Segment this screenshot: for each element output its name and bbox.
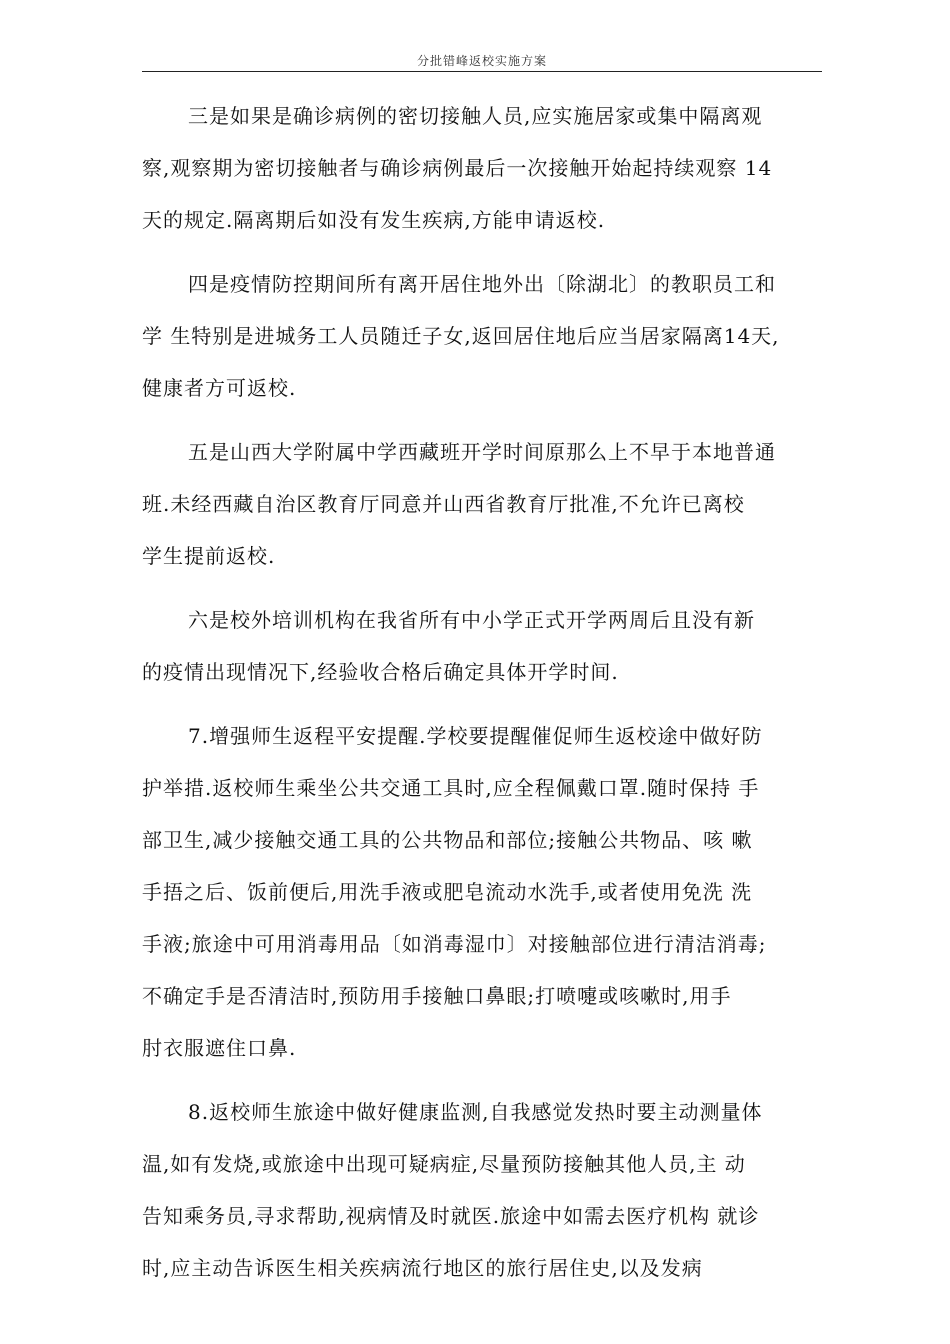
text-line: 学 生特别是进城务工人员随迁子女,返回居住地后应当居家隔离14天, xyxy=(142,324,780,348)
text-line: 8.返校师生旅途中做好健康监测,自我感觉发热时要主动测量体 xyxy=(188,1100,763,1124)
header-divider xyxy=(142,71,822,72)
text-line: 手液;旅途中可用消毒用品〔如消毒湿巾〕对接触部位进行清洁消毒; xyxy=(142,932,767,956)
text-line: 察,观察期为密切接触者与确诊病例最后一次接触开始起持续观察 14 xyxy=(142,156,773,180)
text-line: 四是疫情防控期间所有离开居住地外出〔除湖北〕的教职员工和 xyxy=(188,272,776,296)
text-line: 的疫情出现情况下,经验收合格后确定具体开学时间. xyxy=(142,660,619,684)
text-line: 7.增强师生返程平安提醒.学校要提醒催促师生返校途中做好防 xyxy=(188,724,763,748)
paragraph-7 xyxy=(142,716,832,1080)
text-line: 六是校外培训机构在我省所有中小学正式开学两周后且没有新 xyxy=(188,608,755,632)
paragraph-5 xyxy=(142,432,832,588)
text-line: 时,应主动告诉医生相关疾病流行地区的旅行居住史,以及发病 xyxy=(142,1256,703,1280)
text-line: 五是山西大学附属中学西藏班开学时间原那么上不早于本地普通 xyxy=(188,440,776,464)
text-line: 三是如果是确诊病例的密切接触人员,应实施居家或集中隔离观 xyxy=(188,104,763,128)
text-line: 告知乘务员,寻求帮助,视病情及时就医.旅途中如需去医疗机构 就诊 xyxy=(142,1204,760,1228)
text-line: 部卫生,减少接触交通工具的公共物品和部位;接触公共物品、咳 嗽 xyxy=(142,828,753,852)
text-line: 天的规定.隔离期后如没有发生疾病,方能申请返校. xyxy=(142,208,606,232)
text-line: 肘衣服遮住口鼻. xyxy=(142,1036,297,1060)
text-line: 健康者方可返校. xyxy=(142,376,297,400)
text-line: 护举措.返校师生乘坐公共交通工具时,应全程佩戴口罩.随时保持 手 xyxy=(142,776,760,800)
paragraph-4 xyxy=(142,264,832,420)
text-line: 学生提前返校. xyxy=(142,544,276,568)
paragraph-8 xyxy=(142,1092,832,1300)
text-line: 手捂之后、饭前便后,用洗手液或肥皂流动水洗手,或者使用免洗 洗 xyxy=(142,880,753,904)
paragraph-3 xyxy=(142,96,832,252)
text-line: 温,如有发烧,或旅途中出现可疑病症,尽量预防接触其他人员,主 动 xyxy=(142,1152,746,1176)
text-line: 班.未经西藏自治区教育厅同意并山西省教育厅批准,不允许已离校 xyxy=(142,492,745,516)
paragraph-6 xyxy=(142,600,832,704)
document-body xyxy=(142,96,832,1300)
text-line: 不确定手是否清洁时,预防用手接触口鼻眼;打喷嚏或咳嗽时,用手 xyxy=(142,984,732,1008)
page-header: 分批错峰返校实施方案 xyxy=(416,54,547,68)
